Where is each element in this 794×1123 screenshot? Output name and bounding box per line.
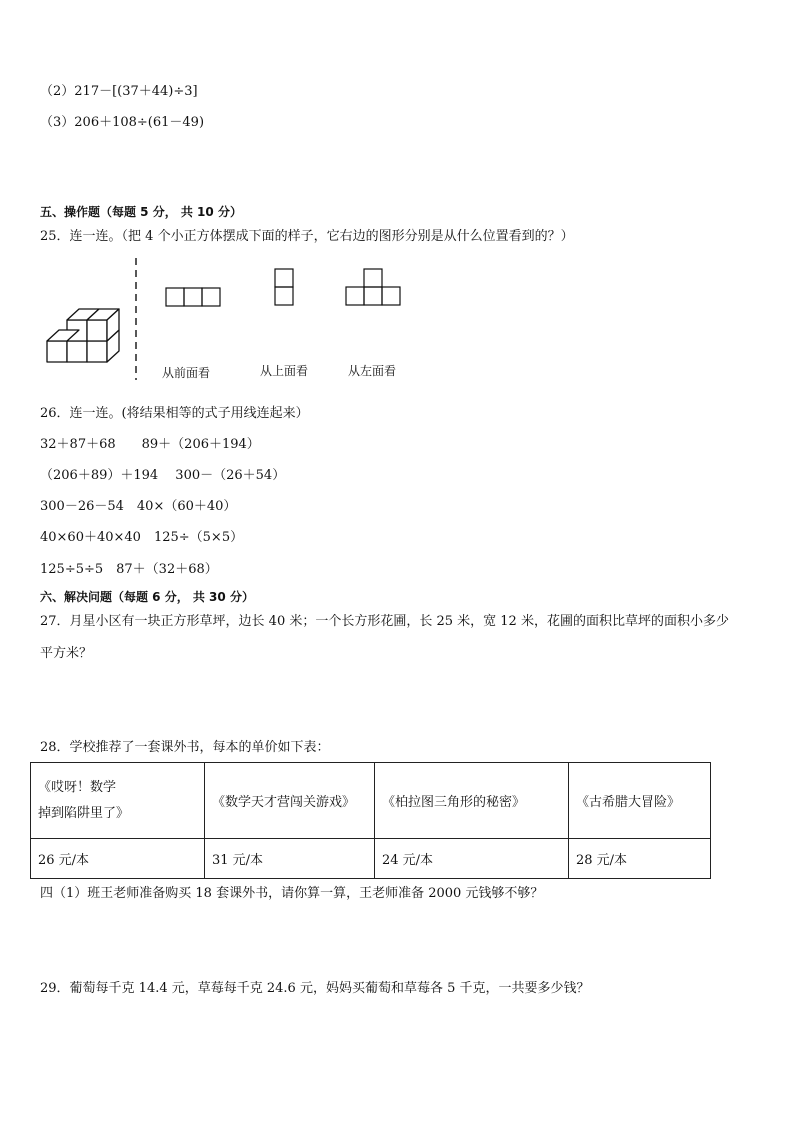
book-price: 26 元/本 [38,853,90,868]
table-cell [205,839,375,879]
question-26: 26．连一连。(将结果相等的式子用线连起来） [40,406,309,421]
section5-heading: 五、操作题（每题 5 分， 共 10 分） [40,205,242,219]
dashed-divider [131,258,141,380]
table-row [31,763,711,839]
book-price: 24 元/本 [382,853,434,868]
book-title: 《古希腊大冒险》 [576,795,681,810]
calc-item-3: （3）206＋108÷(61－49) [40,115,205,130]
q26-row-3: 300－26－54 40×（60＋40） [40,499,237,514]
calc-item-2: （2）217－[(37＋44)÷3] [40,84,198,99]
table-cell [569,839,711,879]
table-row [31,839,711,879]
question-25: 25．连一连。（把 4 个小正方体摆成下面的样子，它右边的图形分别是从什么位置看到的？） [40,229,574,244]
question-27-line2: 平方米？ [40,646,93,661]
q26-row-4: 40×60＋40×40 125÷（5×5） [40,530,244,545]
label-front-view: 从前面看 [162,366,211,380]
table-cell [569,763,711,839]
book-price: 28 元/本 [576,853,628,868]
table-cell [375,763,569,839]
question-28-intro: 28．学校推荐了一套课外书，每本的单价如下表： [40,740,330,755]
q26-row-2: （206＋89）＋194 300－（26＋54） [40,468,286,483]
q26-row-1: 32＋87＋68 89＋（206＋194） [40,437,260,452]
table-cell [205,763,375,839]
table-cell [375,839,569,879]
book-title-line: 掉到陷阱里了》 [38,805,130,821]
front-view-figure [165,287,223,308]
label-left-view: 从左面看 [348,364,397,378]
table-cell [31,839,205,879]
top-view-figure [274,268,296,308]
q26-row-5: 125÷5÷5 87＋（32＋68） [40,562,218,577]
book-title-line: 《哎呀！数学 [38,779,117,795]
table-cell [31,763,205,839]
section6-heading: 六、解决问题（每题 6 分， 共 30 分） [40,590,254,604]
label-top-view: 从上面看 [260,364,309,378]
question-28-question: 四（1）班王老师准备购买 18 套课外书，请你算一算，王老师准备 2000 元钱够不够？ [40,886,544,901]
book-price-table [30,762,711,879]
question-29: 29．葡萄每千克 14.4 元，草莓每千克 24.6 元，妈妈买葡萄和草莓各 5 千克，一共要多少钱？ [40,981,590,996]
book-title: 《柏拉图三角形的秘密》 [382,795,526,810]
book-title: 《数学天才营闯关游戏》 [212,795,356,810]
cube-stack-figure [40,300,130,366]
left-view-figure [345,268,403,308]
book-price: 31 元/本 [212,853,264,868]
question-27-line1: 27．月星小区有一块正方形草坪，边长 40 米；一个长方形花圃，长 25 米，宽 12 米，花圃的面积比草坪的面积小多少 [40,614,729,629]
